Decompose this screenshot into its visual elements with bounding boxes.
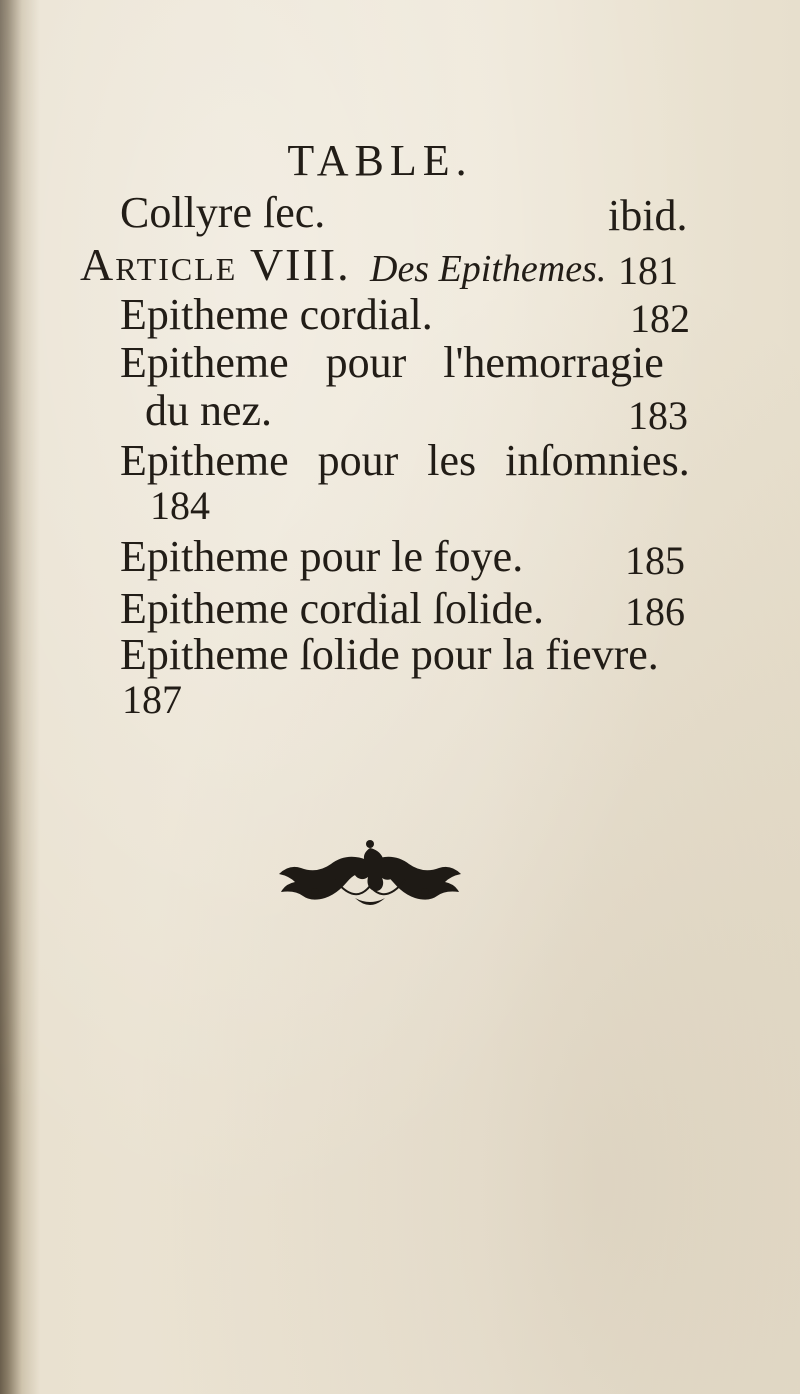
entry-hemorragie: Epitheme pour l'hemorragie [120,338,664,387]
entry-collyre-sec-page: ibid. [608,191,688,240]
entry-fievre-page: 187 [122,677,182,722]
entry-foye: Epitheme pour le foye. [120,532,524,581]
article-title: Des Epithemes. [370,248,607,290]
entry-hemorragie-cont: du nez. [145,386,273,435]
entry-epitheme-cordial-page: 182 [630,296,690,341]
entry-collyre-sec: Collyre ſec. [120,188,326,237]
entry-foye-page: 185 [625,538,685,583]
entry-hemorragie-page: 183 [628,393,688,438]
entry-epitheme-cordial: Epitheme cordial. [120,290,433,339]
entry-cordial-solide-page: 186 [625,589,685,634]
entry-cordial-solide: Epitheme cordial ſolide. [120,584,544,633]
running-header: TABLE. [287,136,473,185]
entry-insomnies-page: 184 [150,483,210,528]
article-label: Article VIII. [80,239,351,290]
entry-fievre: Epitheme ſolide pour la fievre. [120,630,659,679]
entry-insomnies: Epitheme pour les inſomnies. [120,436,690,485]
fleuron-ornament-icon [275,840,465,915]
article-page: 181 [618,248,678,293]
